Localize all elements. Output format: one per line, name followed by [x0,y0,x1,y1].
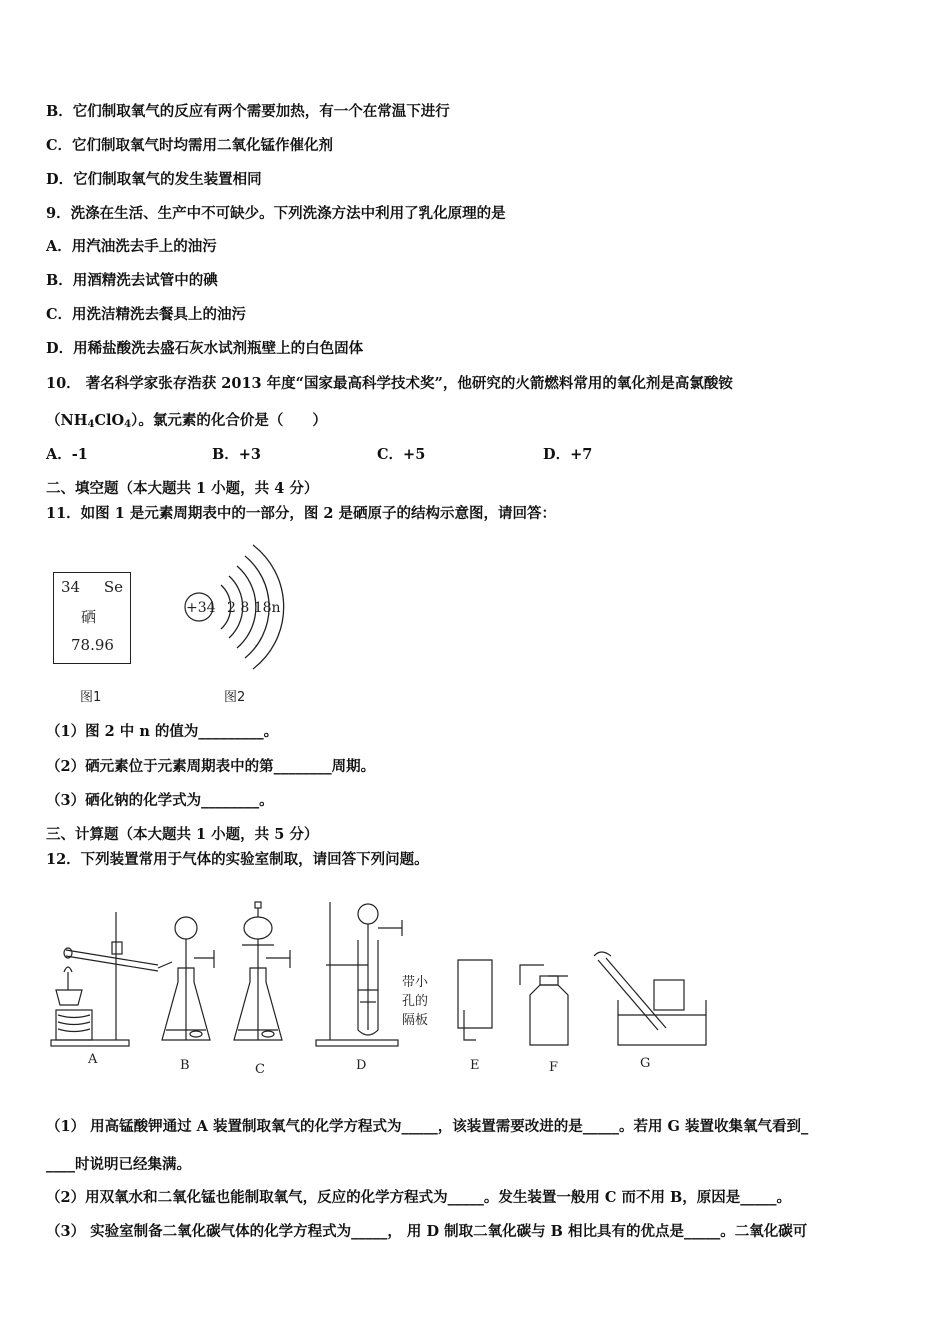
q12-part2: （2）用双氧水和二氧化锰也能制取氧气，反应的化学方程式为_____。发生装置一般用 C 而不用 B，原因是_____。 [46,1189,792,1206]
note-line-3: 隔板 [402,1013,429,1028]
shell-electrons: 2 8 18n [227,600,281,616]
q12-stem: 12．下列装置常用于气体的实验室制取，请回答下列问题。 [46,851,429,868]
apparatus-d [316,902,402,1046]
q8-option-c: C．它们制取氧气时均需用二氧化锰作催化剂 [46,137,334,154]
q10-option-d: D．+7 [543,446,593,463]
q12-part3: （3） 实验室制备二氧化碳气体的化学方程式为_____， 用 D 制取二氧化碳与 B 相比具有的优点是_____。二氧化碳可 [46,1223,808,1240]
q10-formula-sub1: 4 [87,419,95,430]
q10-formula-sub2: 4 [124,419,132,430]
q10-formula-post: ）。氯元素的化合价是（ ） [131,412,327,429]
q9-option-a: A．用汽油洗去手上的油污 [46,238,217,255]
q11-part1: （1）图 2 中 n 的值为_________。 [46,723,279,740]
figure2-label: 图2 [224,690,246,705]
apparatus-label-c: C [255,1062,265,1077]
element-symbol: Se [103,578,123,596]
q10-formula-mid: ClO [94,412,125,429]
q8-option-b: B．它们制取氧气的反应有两个需要加热，有一个在常温下进行 [46,103,450,120]
element-name: 硒 [81,608,97,626]
q10-option-a: A．-1 [46,446,88,463]
q12-part1-line2: ____时说明已经集满。 [46,1156,191,1173]
lab-apparatus-diagram [46,890,726,1060]
apparatus-label-a: A [88,1052,98,1067]
apparatus-g [594,952,706,1045]
atomic-mass: 78.96 [71,636,114,654]
q9-option-b: B．用酒精洗去试管中的碘 [46,272,218,289]
q11-part2: （2）硒元素位于元素周期表中的第________周期。 [46,758,376,775]
apparatus-a [51,912,172,1046]
q10-option-c: C．+5 [377,446,426,463]
q10-formula-line [46,412,327,434]
section3-heading: 三、计算题（本大题共 1 小题，共 5 分） [46,826,319,843]
q11-stem: 11．如图 1 是元素周期表中的一部分，图 2 是硒原子的结构示意图，请回答： [46,505,557,522]
note-line-1: 带小 [402,975,429,990]
q8-option-d: D．它们制取氧气的发生装置相同 [46,171,262,188]
q10-option-b: B．+3 [212,446,261,463]
apparatus-e [458,960,492,1040]
q9-option-d: D．用稀盐酸洗去盛石灰水试剂瓶壁上的白色固体 [46,340,364,357]
apparatus-c [234,902,290,1040]
q10-formula-pre: （NH [46,412,88,429]
apparatus-f [520,965,568,1045]
atomic-number: 34 [61,578,81,596]
apparatus-label-g: G [640,1056,651,1071]
q12-part1-line1: （1） 用高锰酸钾通过 A 装置制取氧气的化学方程式为_____，该装置需要改进的是_____。若用 G 装置收集氧气看到_ [46,1118,809,1135]
apparatus-label-b: B [180,1058,190,1073]
perforated-plate-note [402,973,428,1030]
apparatus-b [162,917,214,1040]
atom-structure-diagram [175,533,305,683]
section2-heading: 二、填空题（本大题共 1 小题，共 4 分） [46,480,319,497]
periodic-cell [53,572,131,664]
q10-stem: 10． 著名科学家张存浩获 2013 年度“国家最高科学技术奖”，他研究的火箭燃料常用的氧化剂是高氯酸铵 [46,375,733,392]
q11-part3: （3）硒化钠的化学式为________。 [46,792,274,809]
apparatus-label-f: F [549,1060,559,1075]
q9-stem: 9．洗涤在生活、生产中不可缺少。下列洗涤方法中利用了乳化原理的是 [46,205,506,222]
apparatus-label-e: E [470,1058,480,1073]
note-line-2: 孔的 [402,994,429,1009]
nucleus-charge: +34 [186,600,216,616]
q9-option-c: C．用洗洁精洗去餐具上的油污 [46,306,247,323]
figure1-label: 图1 [80,690,102,705]
apparatus-label-d: D [356,1058,367,1073]
